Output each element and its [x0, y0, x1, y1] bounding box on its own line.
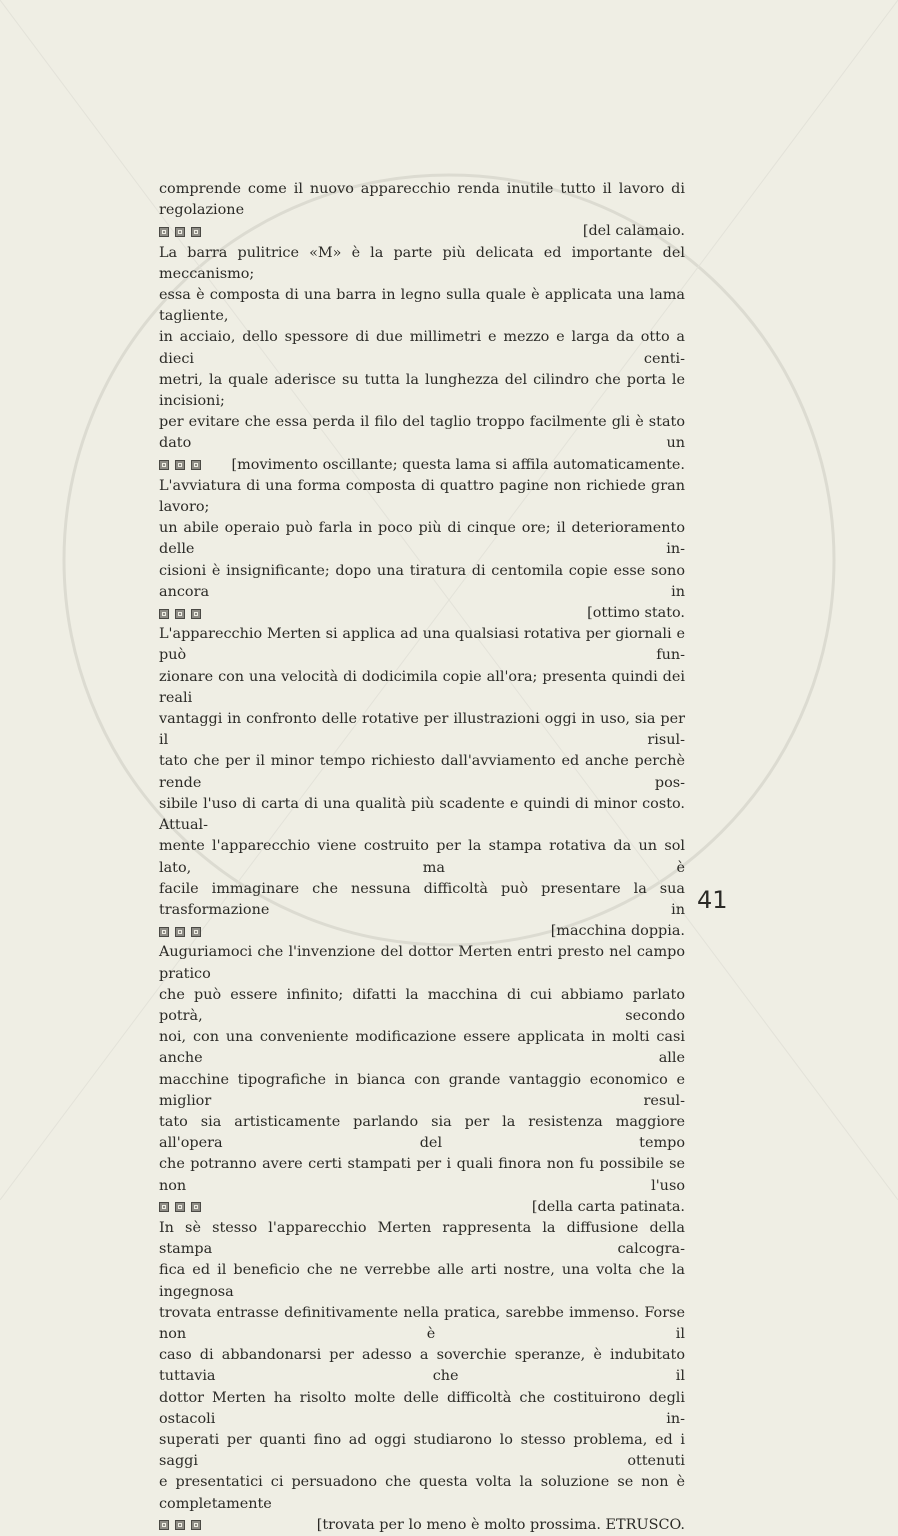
- ornament-icon: [159, 455, 201, 476]
- text-line: che potranno avere certi stampati per i quali finora non fu possibile se non l'uso: [159, 1156, 685, 1194]
- text-line: zionare con una velocità di dodicimila copie all'ora; presenta quindi dei reali: [159, 668, 685, 706]
- text-line: macchine tipografiche in bianca con grande vantaggio economico e miglior resul-: [159, 1071, 685, 1109]
- text-line: in acciaio, dello spessore di due millimetri e mezzo e larga da otto a dieci centi-: [159, 329, 685, 367]
- text-line: La barra pulitrice «M» è la parte più delicata ed importante del meccanismo;: [159, 244, 685, 282]
- text-line: facile immaginare che nessuna difficoltà può presentare la sua trasformazione in: [159, 880, 685, 918]
- text-line: L'avviatura di una forma composta di quattro pagine non richiede gran lavoro;: [159, 477, 685, 516]
- ornament-icon: [159, 921, 201, 942]
- text-line: tato che per il minor tempo richiesto dall'avviamento ed anche perchè rende pos-: [159, 753, 685, 791]
- text-line: essa è composta di una barra in legno sulla quale è applicata una lama tagliente,: [159, 287, 685, 325]
- text-line: e presentatici ci persuadono che questa volta la soluzione se non è completamente: [159, 1474, 685, 1512]
- text-line: metri, la quale aderisce su tutta la lunghezza del cilindro che porta le incisioni;: [159, 371, 685, 410]
- text-line: [ottimo stato.: [159, 603, 685, 624]
- ornament-icon: [159, 221, 201, 242]
- text-line: un abile operaio può farla in poco più di cinque ore; il deterioramento delle in-: [159, 520, 685, 558]
- text-line: [movimento oscillante; questa lama si affila automaticamente.: [159, 455, 685, 476]
- text-line: trovata entrasse definitivamente nella pratica, sarebbe immenso. Forse non è il: [159, 1304, 685, 1342]
- text-line: caso di abbandonarsi per adesso a soverchie speranze, è indubitato tuttavia che il: [159, 1347, 685, 1385]
- text-line: per evitare che essa perda il filo del taglio troppo facilmente gli è stato dato un: [159, 414, 685, 452]
- text-line: tato sia artisticamente parlando sia per la resistenza maggiore all'opera del tempo: [159, 1113, 685, 1152]
- text-line: che può essere infinito; difatti la macchina di cui abbiamo parlato potrà, secondo: [159, 986, 685, 1024]
- text-line: cisioni è insignificante; dopo una tiratura di centomila copie esse sono ancora in: [159, 562, 685, 600]
- text-line: noi, con una conveniente modificazione essere applicata in molti casi anche alle: [159, 1029, 685, 1067]
- text-line: sibile l'uso di carta di una qualità più scadente e quindi di minor costo. Attual-: [159, 795, 685, 834]
- text-line: [del calamaio.: [159, 221, 685, 242]
- text-line: mente l'apparecchio viene costruito per la stampa rotativa da un sol lato, ma è: [159, 838, 685, 876]
- ornament-icon: [159, 1515, 201, 1536]
- text-line: L'apparecchio Merten si applica ad una qualsiasi rotativa per giornali e può fun-: [159, 626, 685, 664]
- text-line: comprende come il nuovo apparecchio renda inutile tutto il lavoro di regolazione: [159, 181, 685, 219]
- text-line: fica ed il beneficio che ne verrebbe alle arti nostre, una volta che la ingegnosa: [159, 1262, 685, 1300]
- text-line: vantaggi in confronto delle rotative per illustrazioni oggi in uso, sia per il risul-: [159, 711, 685, 749]
- text-line: Auguriamoci che l'invenzione del dottor Merten entri presto nel campo pratico: [159, 944, 685, 982]
- article-text: [159, 179, 685, 1536]
- text-line: [trovata per lo meno è molto prossima. ETRUSCO.: [159, 1515, 685, 1536]
- text-line: In sè stesso l'apparecchio Merten rappresenta la diffusione della stampa calcogra-: [159, 1219, 685, 1258]
- ornament-icon: [159, 603, 201, 624]
- page-number: 41: [697, 886, 728, 914]
- text-line: superati per quanti fino ad oggi studiarono lo stesso problema, ed i saggi ottenuti: [159, 1431, 685, 1470]
- text-line: [macchina doppia.: [159, 921, 685, 942]
- text-line: dottor Merten ha risolto molte delle difficoltà che costituirono degli ostacoli in-: [159, 1389, 685, 1427]
- text-line: [della carta patinata.: [159, 1197, 685, 1218]
